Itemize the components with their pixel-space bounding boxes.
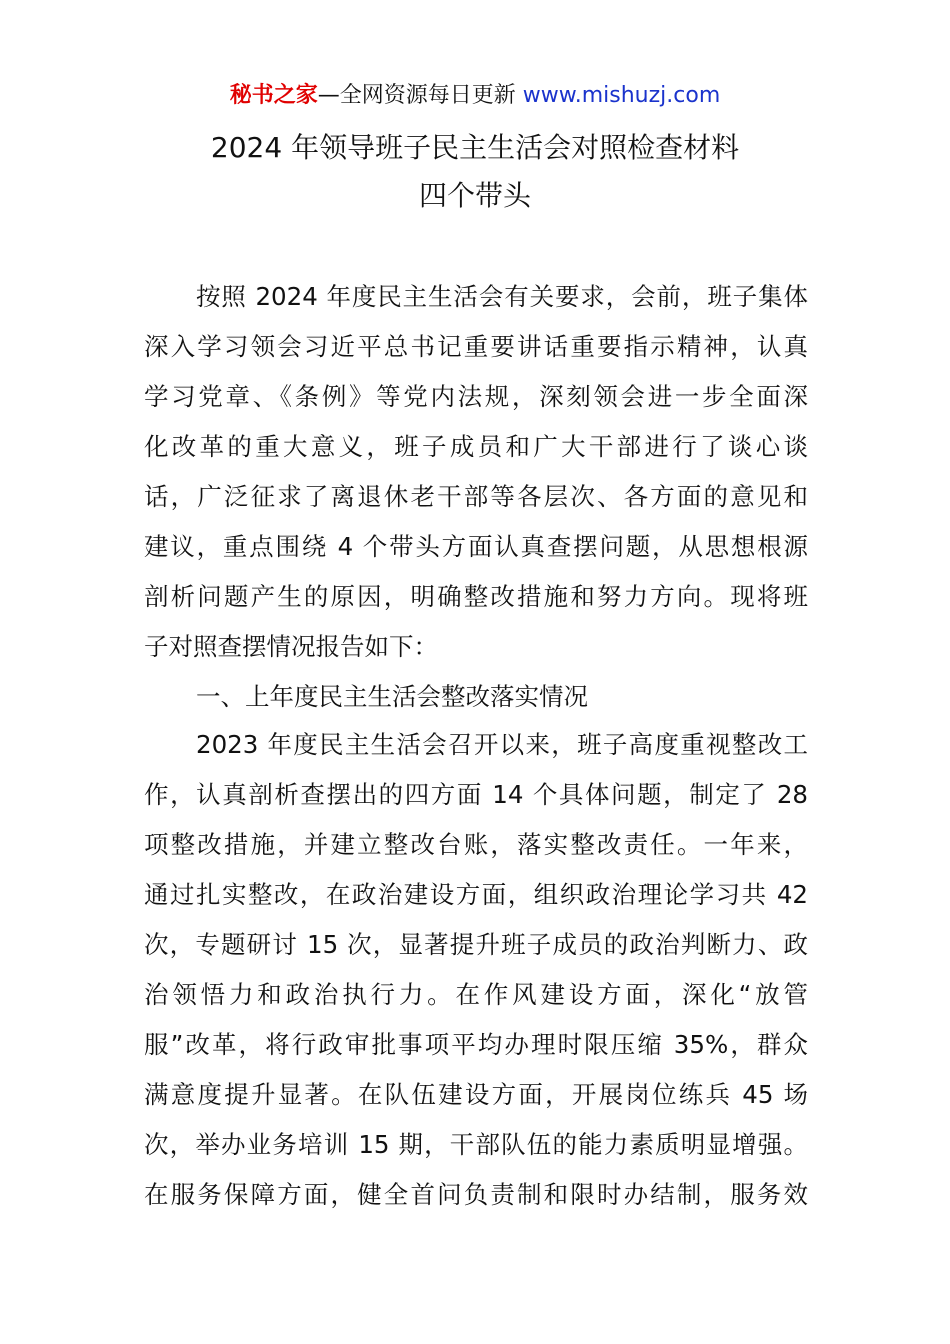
document-subtitle: 四个带头 xyxy=(418,179,531,212)
text-line: 深入学习领会习近平总书记重要讲话重要指示精神，认真 xyxy=(144,332,808,361)
text-line: 在服务保障方面，健全首问负责制和限时办结制，服务效 xyxy=(144,1180,808,1209)
text-line: 化改革的重大意义，班子成员和广大干部进行了谈心谈 xyxy=(144,432,808,461)
site-banner xyxy=(0,80,950,112)
text-line: 项整改措施，并建立整改台账，落实整改责任。一年来， xyxy=(144,830,808,859)
text-line: 话，广泛征求了离退休老干部等各层次、各方面的意见和 xyxy=(144,482,808,511)
banner-url-link[interactable]: www.mishuzj.com xyxy=(522,83,721,108)
banner-tagline: —全网资源每日更新 xyxy=(317,83,523,108)
text-line: 治领悟力和政治执行力。在作风建设方面，深化“放管 xyxy=(144,980,808,1009)
text-line: 按照 2024 年度民主生活会有关要求，会前，班子集体 xyxy=(196,282,808,311)
document-title: 2024 年领导班子民主生活会对照检查材料 xyxy=(210,131,740,164)
text-line: 作，认真剖析查摆出的四方面 14 个具体问题，制定了 28 xyxy=(144,780,808,809)
text-line: 2023 年度民主生活会召开以来，班子高度重视整改工 xyxy=(196,730,808,759)
text-line: 通过扎实整改，在政治建设方面，组织政治理论学习共 42 xyxy=(144,880,808,909)
text-line: 服”改革，将行政审批事项平均办理时限压缩 35%，群众 xyxy=(144,1030,808,1059)
text-line: 满意度提升显著。在队伍建设方面，开展岗位练兵 45 场 xyxy=(144,1080,808,1109)
text-line: 次，专题研讨 15 次，显著提升班子成员的政治判断力、政 xyxy=(144,930,808,959)
text-line: 次，举办业务培训 15 期，干部队伍的能力素质明显增强。 xyxy=(144,1130,808,1159)
text-line: 子对照查摆情况报告如下： xyxy=(144,632,438,661)
text-line: 学习党章、《条例》等党内法规，深刻领会进一步全面深 xyxy=(144,382,808,411)
section-heading-text: 一、上年度民主生活会整改落实情况 xyxy=(196,682,588,711)
banner-brand: 秘书之家 xyxy=(229,83,318,108)
text-line: 建议，重点围绕 4 个带头方面认真查摆问题，从思想根源 xyxy=(144,532,808,561)
text-line: 剖析问题产生的原因，明确整改措施和努力方向。现将班 xyxy=(144,582,808,611)
